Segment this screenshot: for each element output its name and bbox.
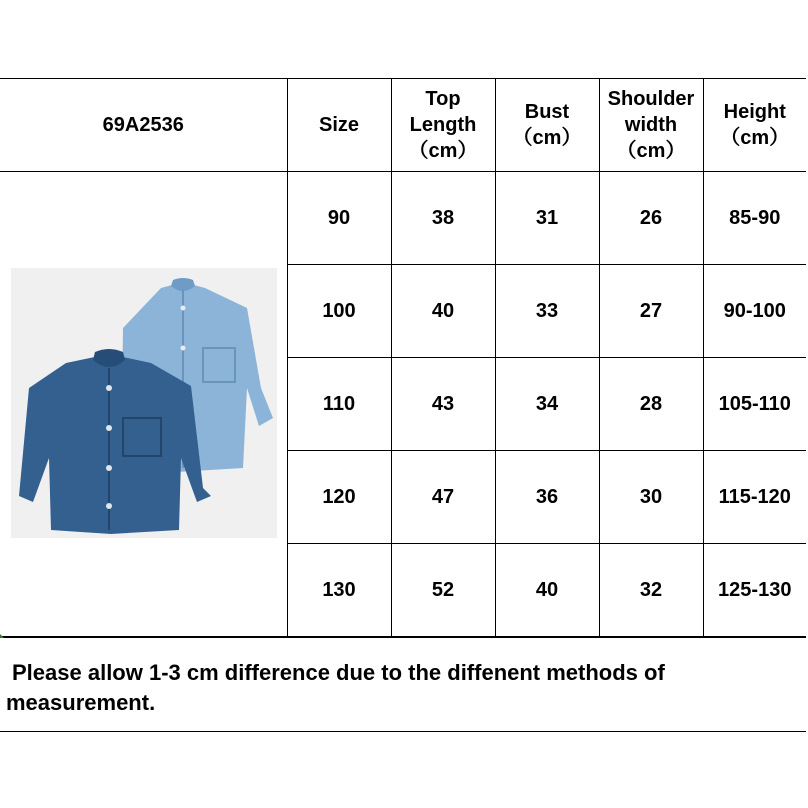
header-shoulder-unit: （cm）: [616, 140, 686, 162]
header-shoulder-line2: width: [624, 114, 678, 136]
header-shoulder: [599, 79, 703, 172]
cell-size: 120: [287, 451, 391, 544]
measurement-note: [0, 637, 806, 732]
denim-shirts-photo: [11, 268, 277, 538]
cell-top-length: 40: [391, 265, 495, 358]
header-top-length: [391, 79, 495, 172]
cell-height: 90-100: [703, 265, 806, 358]
size-table: [0, 79, 806, 637]
cell-shoulder: 28: [599, 358, 703, 451]
header-bust-unit: （cm）: [512, 127, 582, 149]
note-line-1: Please allow 1-3 cm difference due to the diffenent methods of: [12, 660, 665, 685]
corner-mark: [0, 634, 4, 638]
header-top-length-unit: （cm）: [408, 140, 478, 162]
cell-height: 105-110: [703, 358, 806, 451]
header-top-length-line1: Top: [425, 88, 461, 110]
cell-shoulder: 32: [599, 544, 703, 637]
model-number: 69A2536: [0, 79, 287, 172]
header-top-length-line2: Length: [409, 114, 477, 136]
cell-top-length: 38: [391, 172, 495, 265]
cell-size: 90: [287, 172, 391, 265]
note-line-2: measurement.: [6, 690, 156, 715]
header-height-line1: Height: [723, 101, 786, 123]
table-row: [0, 172, 806, 265]
cell-shoulder: 26: [599, 172, 703, 265]
cell-height: 125-130: [703, 544, 806, 637]
cell-bust: 34: [495, 358, 599, 451]
cell-size: 100: [287, 265, 391, 358]
cell-bust: 31: [495, 172, 599, 265]
header-shoulder-line1: Shoulder: [607, 88, 695, 110]
header-bust-line1: Bust: [524, 101, 570, 123]
size-chart: [0, 78, 806, 732]
header-size: Size: [287, 79, 391, 172]
cell-bust: 40: [495, 544, 599, 637]
cell-top-length: 43: [391, 358, 495, 451]
cell-shoulder: 27: [599, 265, 703, 358]
cell-height: 115-120: [703, 451, 806, 544]
cell-top-length: 52: [391, 544, 495, 637]
header-height-unit: （cm）: [720, 127, 790, 149]
cell-height: 85-90: [703, 172, 806, 265]
cell-bust: 36: [495, 451, 599, 544]
header-height: [703, 79, 806, 172]
cell-size: 130: [287, 544, 391, 637]
header-bust: [495, 79, 599, 172]
denim-shirts-icon: [11, 268, 277, 538]
cell-shoulder: 30: [599, 451, 703, 544]
cell-size: 110: [287, 358, 391, 451]
cell-bust: 33: [495, 265, 599, 358]
cell-top-length: 47: [391, 451, 495, 544]
note-text: [6, 658, 796, 718]
header-row: [0, 79, 806, 172]
photo-cell: [0, 172, 287, 637]
